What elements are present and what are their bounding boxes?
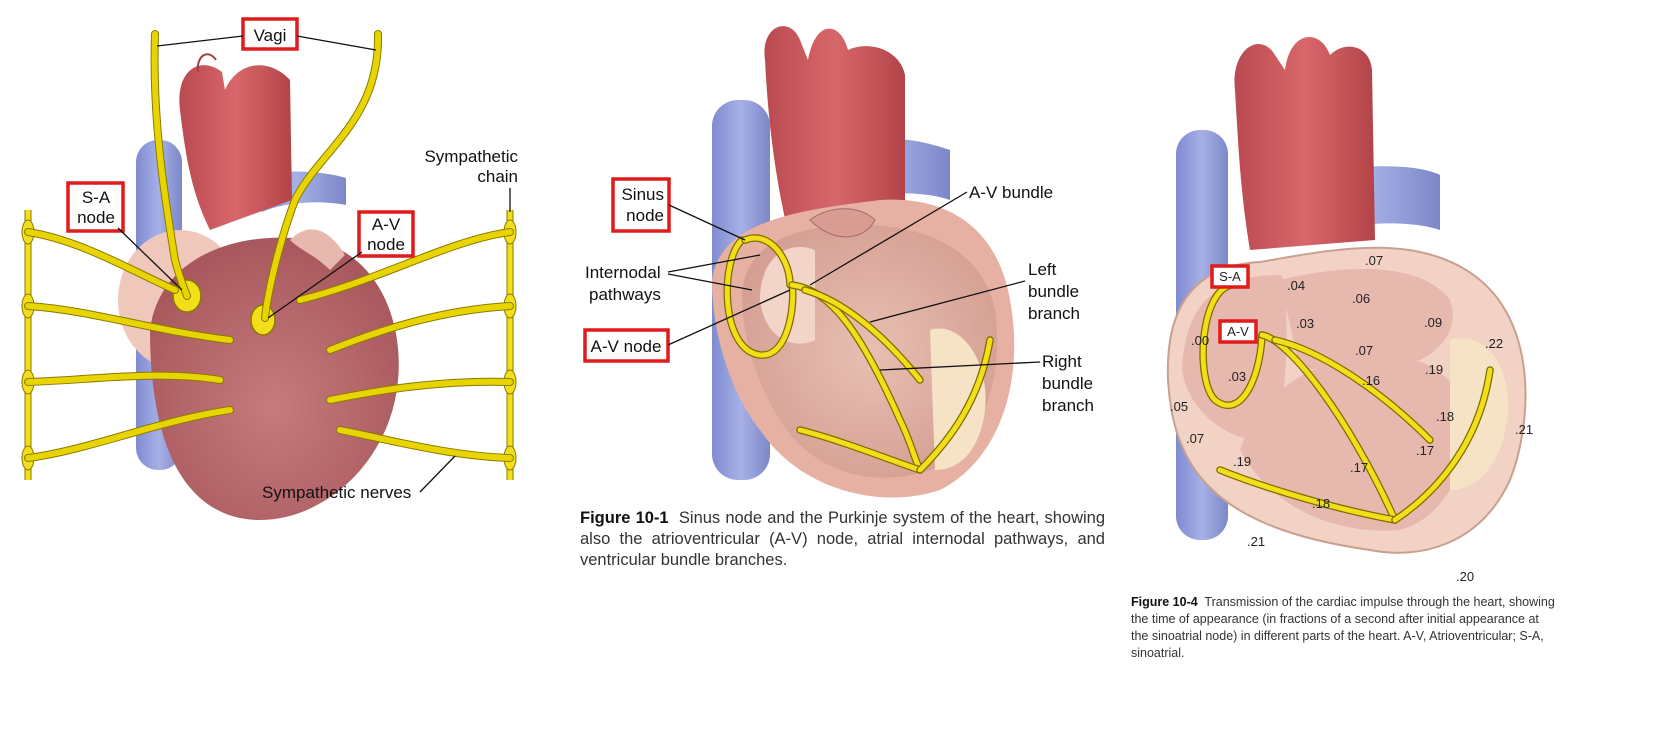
time-value: .21 xyxy=(1515,422,1534,437)
sympathetic-chain-left xyxy=(22,210,34,480)
figure-10-4-caption xyxy=(1131,594,1556,662)
caption-text: Sinus node and the Purkinje system of the heart, showing also the atrioventricular (A-V) node, atrial internodal pathways, and ventricular bundle branches. xyxy=(580,509,1106,569)
heart-innervation-figure xyxy=(22,19,518,520)
time-value: .06 xyxy=(1352,291,1371,306)
sinus-node-label-line1: Sinus xyxy=(621,185,664,204)
sa-node-label-line1: S-A xyxy=(81,188,111,207)
time-value: .17 xyxy=(1350,460,1369,475)
av-bundle-label: A-V bundle xyxy=(969,183,1054,202)
sa-label: S-A xyxy=(1219,269,1241,284)
time-value: .03 xyxy=(1296,316,1315,331)
sympathetic-nerves-label: Sympathetic nerves xyxy=(262,483,412,502)
time-value: .17 xyxy=(1416,443,1435,458)
right-bundle-label-line1: Right xyxy=(1042,352,1082,371)
time-value: .09 xyxy=(1424,315,1443,330)
time-value: .21 xyxy=(1247,534,1266,549)
time-value: .00 xyxy=(1191,333,1210,348)
caption-number: Figure 10-1 xyxy=(580,509,669,527)
time-value: .07 xyxy=(1365,253,1384,268)
time-value: .18 xyxy=(1436,409,1455,424)
right-bundle-label-line2: bundle xyxy=(1042,374,1094,393)
time-value: .19 xyxy=(1425,362,1444,377)
time-value: .18 xyxy=(1312,496,1331,511)
conduction-system-figure xyxy=(585,26,1094,497)
sympathetic-chain-right xyxy=(504,210,516,480)
vagi-label: Vagi xyxy=(253,26,287,45)
time-value: .20 xyxy=(1456,569,1475,584)
time-value: .19 xyxy=(1233,454,1252,469)
figure-10-1-caption xyxy=(580,508,1105,571)
av-node-label-line2: node xyxy=(367,235,405,254)
time-value: .03 xyxy=(1228,369,1247,384)
left-bundle-label-line2: bundle xyxy=(1028,282,1080,301)
caption-text: Transmission of the cardiac impulse through the heart, showing the time of appearance (in fractions of a second after initial appearance at the sinoatrial node) in different parts of the heart. A-V, Atrioventricular; S-A, sinoatrial. xyxy=(1131,595,1555,660)
internodal-label-line1: Internodal xyxy=(585,263,661,282)
time-value: .07 xyxy=(1355,343,1374,358)
time-value: .16 xyxy=(1362,373,1381,388)
time-value: .22 xyxy=(1485,336,1504,351)
sympathetic-chain-label-line2: chain xyxy=(477,167,518,186)
impulse-timing-figure xyxy=(1168,37,1533,584)
time-value: .07 xyxy=(1186,431,1205,446)
time-value: .05 xyxy=(1170,399,1189,414)
aorta xyxy=(1234,37,1375,250)
time-value: .04 xyxy=(1287,278,1306,293)
sinus-node-label-line2: node xyxy=(626,206,664,225)
caption-number: Figure 10-4 xyxy=(1131,595,1198,609)
right-bundle-label-line3: branch xyxy=(1042,396,1094,415)
aorta xyxy=(179,65,292,230)
left-bundle-label-line1: Left xyxy=(1028,260,1057,279)
sympathetic-chain-label-line1: Sympathetic xyxy=(424,147,518,166)
av-node-label-line1: A-V xyxy=(371,215,401,234)
sa-node-label-line2: node xyxy=(77,208,115,227)
internodal-label-line2: pathways xyxy=(589,285,661,304)
left-bundle-label-line3: branch xyxy=(1028,304,1080,323)
av-label: A-V xyxy=(1227,324,1249,339)
av-node-label: A-V node xyxy=(590,337,662,356)
